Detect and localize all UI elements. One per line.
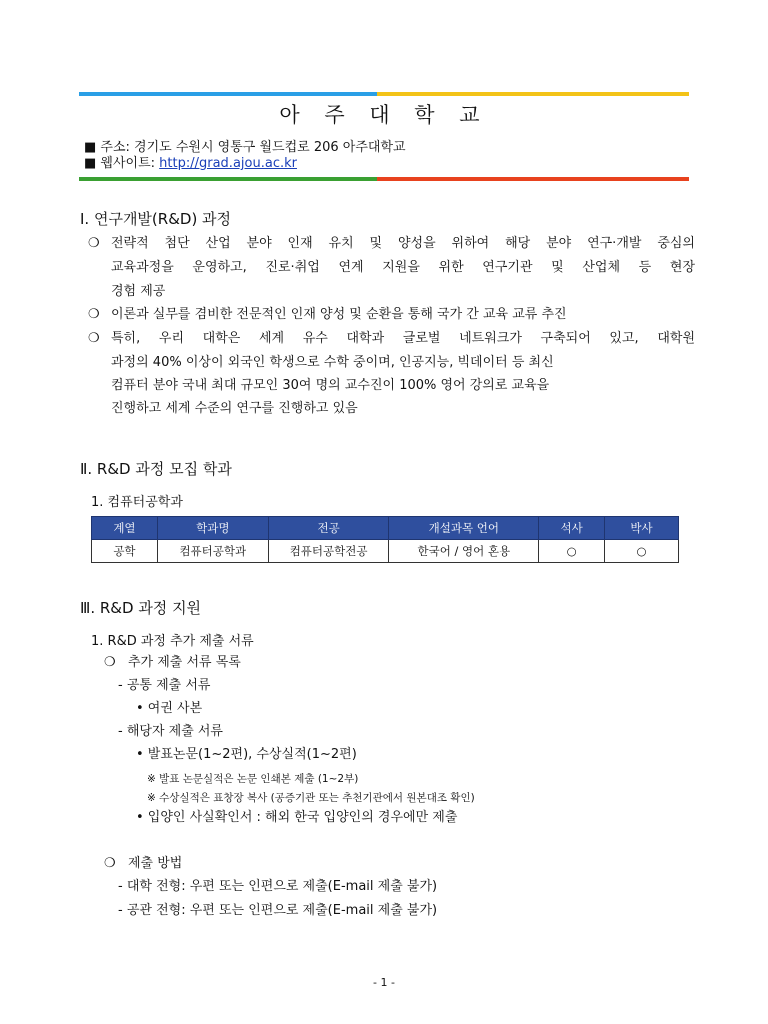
p3-line4: 진행하고 세계 수준의 연구를 진행하고 있음 <box>111 401 358 416</box>
table-row <box>92 540 679 563</box>
address-line: ■ 주소: 경기도 수원시 영통구 월드컵로 206 아주대학교 <box>84 140 406 155</box>
p2-line: 이론과 실무를 겸비한 전문적인 인재 양성 및 순환을 통해 국가 간 교육 교류 추진 <box>111 307 567 322</box>
top-rule-blue <box>79 92 377 96</box>
table-cell: ○ <box>539 540 605 563</box>
page-number: - 1 - <box>373 976 395 989</box>
table-header-cell: 박사 <box>605 517 679 540</box>
table-header-cell: 개설과목 언어 <box>389 517 539 540</box>
common-doc-item: • 여권 사본 <box>136 701 203 716</box>
bullet-circle: ❍ <box>88 331 100 346</box>
top-rule-yellow <box>377 92 689 96</box>
p3-line3: 컴퓨터 분야 국내 최대 규모인 30여 명의 교수진이 100% 영어 강의로 교육을 <box>111 378 550 393</box>
section2-heading: Ⅱ. R&D 과정 모집 학과 <box>80 460 232 478</box>
method-line: - 대학 전형: 우편 또는 인편으로 제출(E-mail 제출 불가) <box>118 879 438 894</box>
applicant-doc-item: • 입양인 사실확인서 : 해외 한국 입양인의 경우에만 제출 <box>136 810 458 825</box>
program-table <box>91 516 679 563</box>
website-line <box>84 156 297 172</box>
p1-line3: 경험 제공 <box>111 284 166 299</box>
table-header-cell: 전공 <box>268 517 389 540</box>
note-papers: ※ 발표 논문실적은 논문 인쇄본 제출 (1~2부) <box>147 773 359 785</box>
p3-line2: 과정의 40% 이상이 외국인 학생으로 수학 중이며, 인공지능, 빅데이터 등 최신 <box>111 355 554 370</box>
website-link[interactable]: http://grad.ajou.ac.kr <box>159 156 297 171</box>
table-cell: 컴퓨터공학과 <box>157 540 268 563</box>
p1-line2: 교육과정을 운영하고, 진로·취업 연계 지원을 위한 연구기관 및 산업체 등 현장 <box>111 260 695 275</box>
table-header-cell: 학과명 <box>157 517 268 540</box>
table-cell: 컴퓨터공학전공 <box>268 540 389 563</box>
p3-line1: 특히, 우리 대학은 세계 유수 대학과 글로벌 네트워크가 구축되어 있고, 대학원 <box>111 331 695 346</box>
bottom-rule-red <box>377 177 689 181</box>
p1-line1: 전략적 첨단 산업 분야 인재 유치 및 양성을 위하여 해당 분야 연구·개발 중심의 <box>111 236 695 251</box>
section1-heading: Ⅰ. 연구개발(R&D) 과정 <box>80 210 232 228</box>
bullet-circle: ❍ <box>88 307 100 322</box>
table-header-row <box>92 517 679 540</box>
bottom-rule-green <box>79 177 377 181</box>
table-cell: ○ <box>605 540 679 563</box>
applicant-docs-title: - 해당자 제출 서류 <box>118 724 223 739</box>
note-awards: ※ 수상실적은 표창장 복사 (공증기관 또는 추천기관에서 원본대조 확인) <box>147 792 475 804</box>
method-line: - 공관 전형: 우편 또는 인편으로 제출(E-mail 제출 불가) <box>118 903 438 918</box>
applicant-doc-item: • 발표논문(1~2편), 수상실적(1~2편) <box>136 747 357 762</box>
table-header-cell: 석사 <box>539 517 605 540</box>
common-docs-title: - 공통 제출 서류 <box>118 678 211 693</box>
section3-heading: Ⅲ. R&D 과정 지원 <box>80 599 202 617</box>
table-cell: 공학 <box>92 540 158 563</box>
section3-subheading: 1. R&D 과정 추가 제출 서류 <box>91 634 254 649</box>
document-title: 아 주 대 학 교 <box>279 103 489 127</box>
section2-subheading: 1. 컴퓨터공학과 <box>91 495 183 510</box>
table-header-cell: 계열 <box>92 517 158 540</box>
list-title: 추가 제출 서류 목록 <box>128 655 241 670</box>
table-cell: 한국어 / 영어 혼용 <box>389 540 539 563</box>
bullet-circle: ❍ <box>104 655 116 670</box>
method-title: 제출 방법 <box>128 856 183 871</box>
bullet-circle: ❍ <box>104 856 116 871</box>
bullet-circle: ❍ <box>88 236 100 251</box>
website-label: ■ 웹사이트: <box>84 156 160 171</box>
